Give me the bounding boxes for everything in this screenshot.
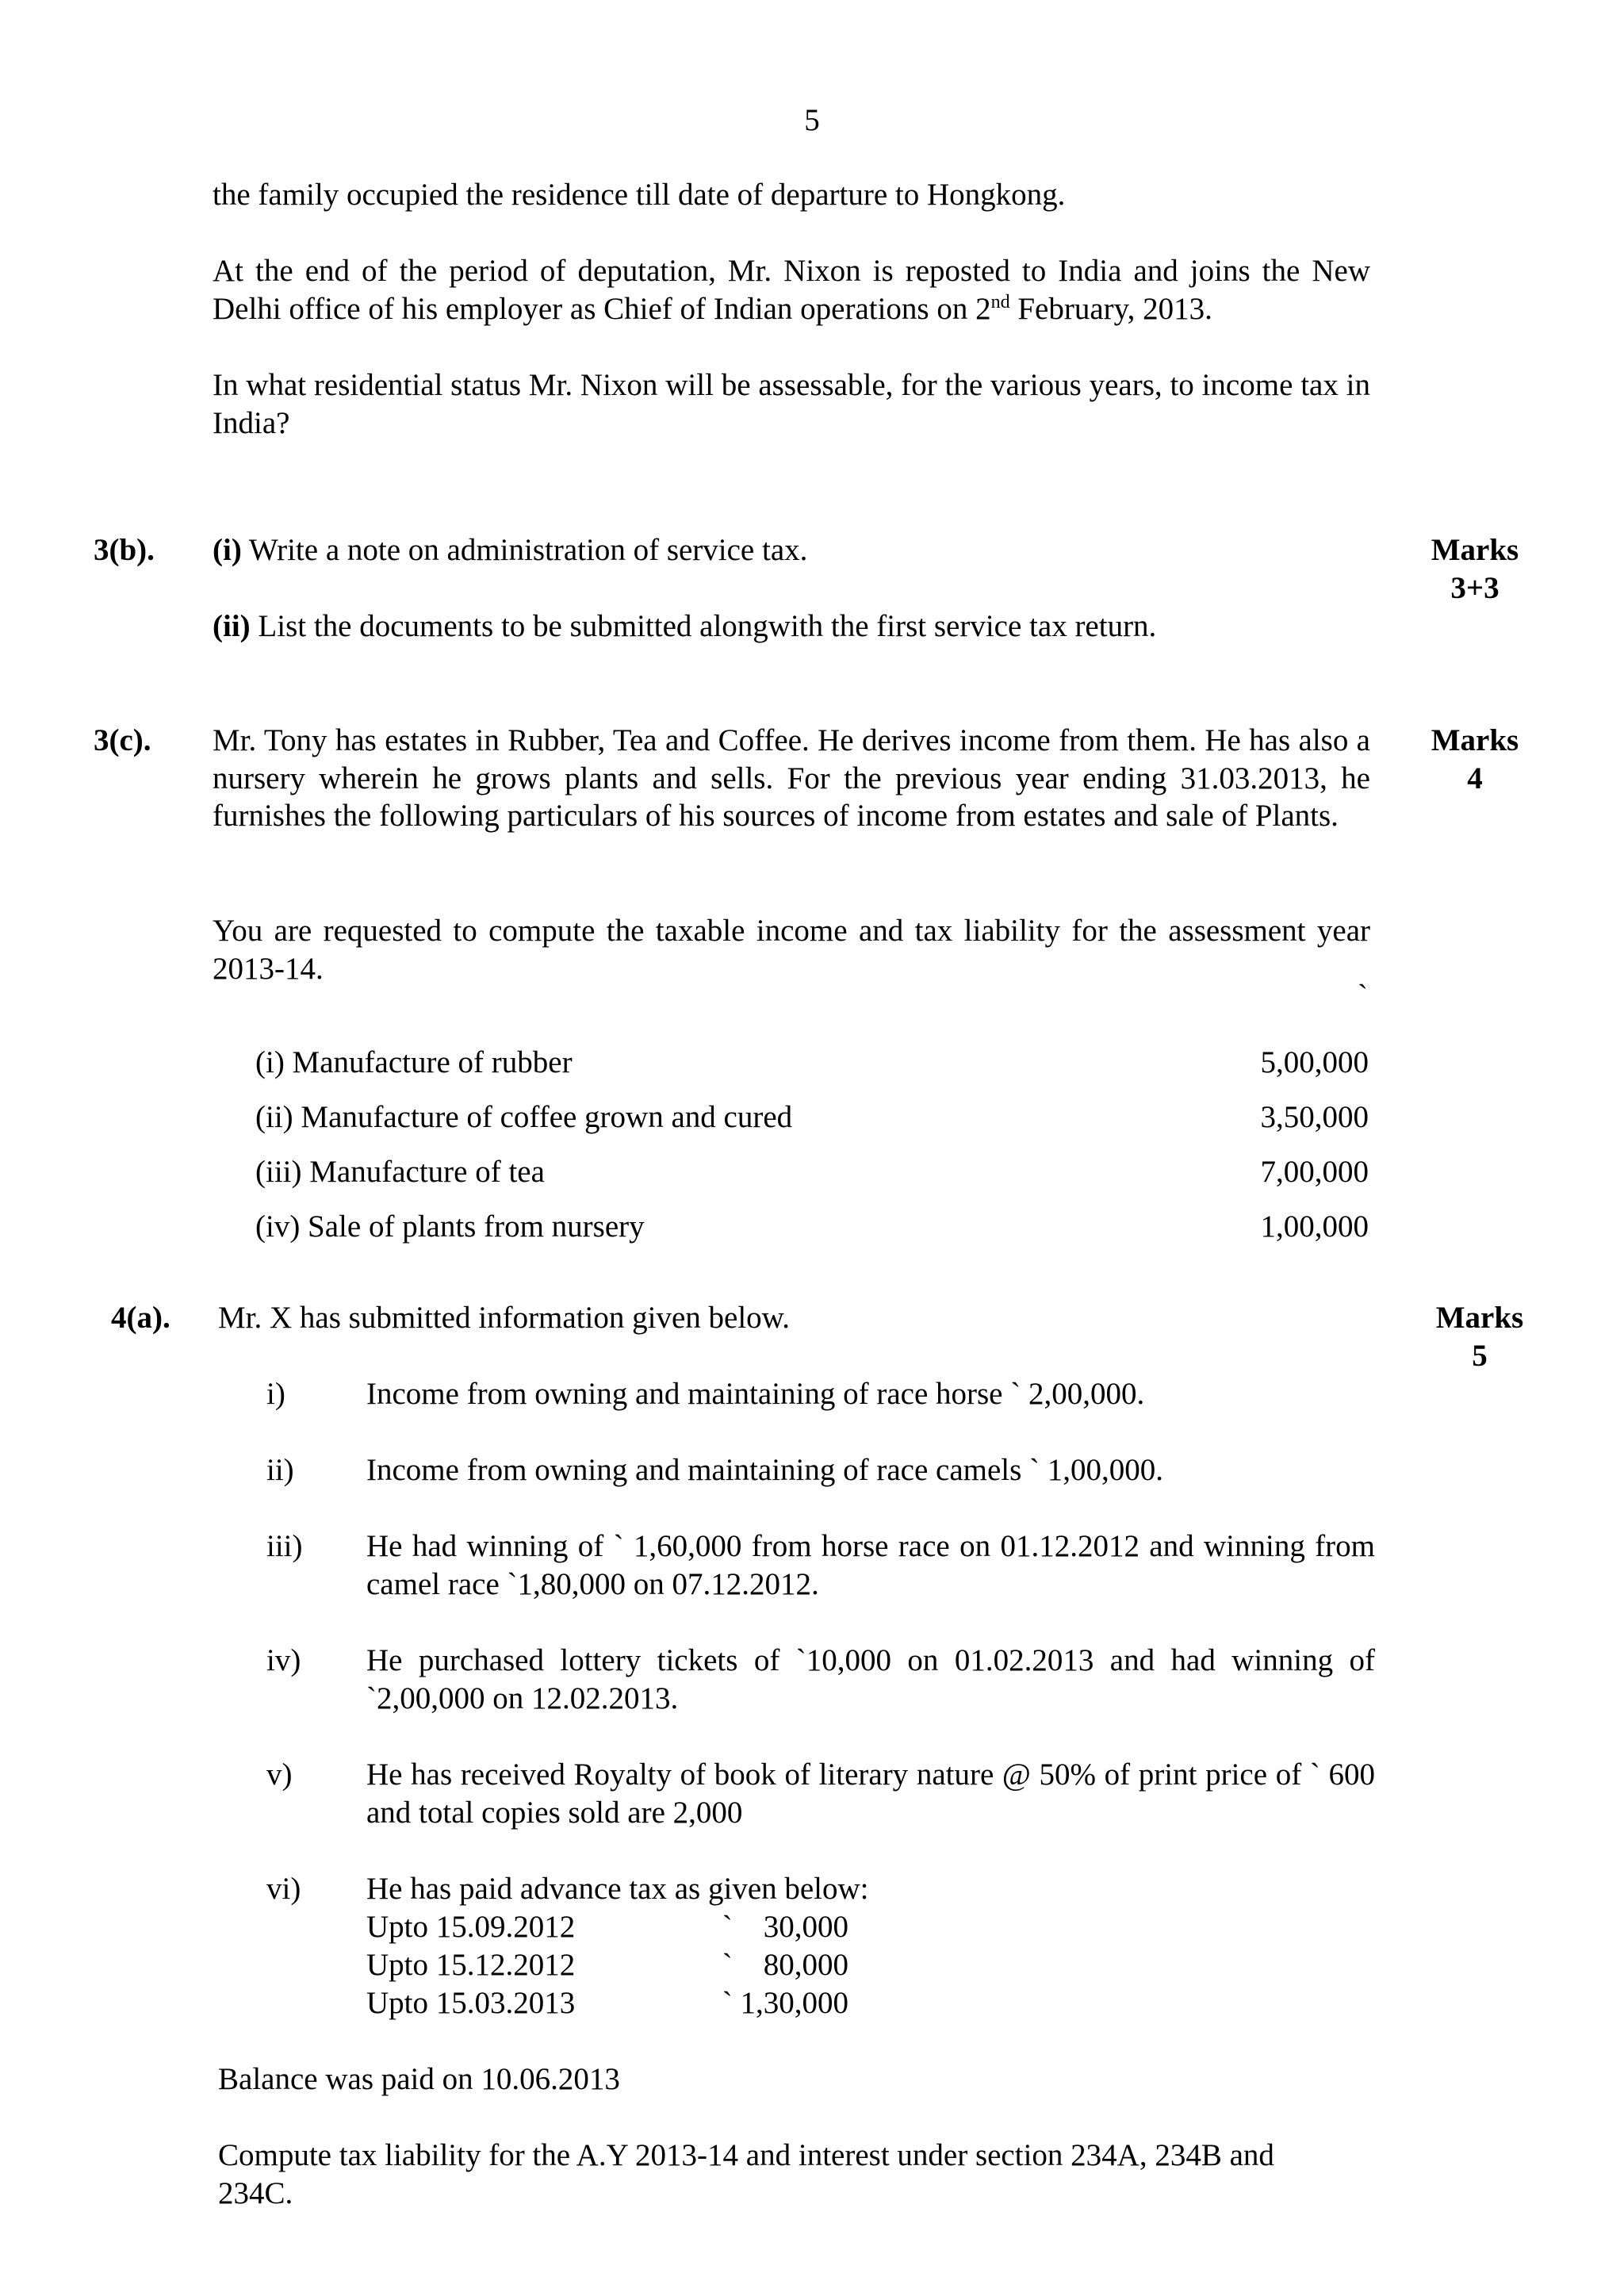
marks-value: 5 (1472, 1338, 1488, 1373)
marks-value: 3+3 (1450, 570, 1500, 605)
q3b-part-2-label: (ii) (213, 609, 251, 643)
q4a-intro: Mr. X has submitted information given below. (218, 1301, 791, 1335)
income-row-amount: 3,50,000 (1260, 1100, 1369, 1134)
list-item-text: He had winning of ` 1,60,000 from horse race on 01.12.2012 and winning from camel race `1,80,000 on 07.12.2012. (366, 1529, 1375, 1601)
advance-tax-date: Upto 15.12.2012 (366, 1948, 576, 1982)
q3b-part-1 (213, 531, 1370, 569)
advance-tax-amount: ` 30,000 (722, 1910, 848, 1944)
income-row-label: (iii) Manufacture of tea (255, 1155, 545, 1189)
list-item-number: iv) (266, 1643, 301, 1677)
intro-line: the family occupied the residence till date of departure to Hongkong. (213, 178, 1066, 212)
q3c-paragraph-1: Mr. Tony has estates in Rubber, Tea and Coffee. He derives income from them. He has also a nursery wherein he grows plants and sells. For the previous year ending 31.03.2013, he furnishes the following particulars of his sources of income from estates and sale of Plants. (213, 723, 1370, 834)
q3b-part-1-label: (i) (213, 533, 242, 567)
list-item-number: ii) (266, 1453, 294, 1487)
income-row-label: (i) Manufacture of rubber (255, 1045, 573, 1079)
intro-question: In what residential status Mr. Nixon will be assessable, for the various years, to income tax in India? (213, 368, 1370, 440)
income-row-amount: 1,00,000 (1260, 1209, 1369, 1244)
income-row-label: (ii) Manufacture of coffee grown and cured (255, 1100, 793, 1134)
marks-value: 4 (1467, 761, 1483, 795)
list-item-number: i) (266, 1377, 285, 1411)
question-number-4a: 4(a). (111, 1301, 170, 1335)
marks-label: Marks (1435, 1301, 1524, 1335)
ordinal-suffix: nd (990, 291, 1010, 312)
question-number-3b: 3(b). (94, 533, 155, 567)
advance-tax-amount: ` 1,30,000 (722, 1986, 848, 2020)
advance-tax-date: Upto 15.09.2012 (366, 1910, 576, 1944)
income-row-amount: 5,00,000 (1260, 1045, 1369, 1079)
q3b-part-1-text: Write a note on administration of service tax. (241, 533, 808, 567)
q4a-marks (1416, 1299, 1543, 1374)
intro-paragraph-text-end: February, 2013. (1009, 291, 1212, 326)
q3c-paragraph-2: You are requested to compute the taxable income and tax liability for the assessment year 2013-14. (213, 914, 1370, 986)
q3b-marks (1411, 531, 1538, 607)
list-item-text: Income from owning and maintaining of race camels ` 1,00,000. (366, 1453, 1164, 1487)
list-item-text: He purchased lottery tickets of `10,000 on 01.02.2013 and had winning of `2,00,000 on 12.02.2013. (366, 1643, 1375, 1715)
list-item-text: He has received Royalty of book of literary nature @ 50% of print price of ` 600 and total copies sold are 2,000 (366, 1757, 1375, 1830)
income-row-label: (iv) Sale of plants from nursery (255, 1209, 645, 1244)
balance-note: Balance was paid on 10.06.2013 (218, 2062, 620, 2096)
advance-tax-date: Upto 15.03.2013 (366, 1986, 576, 2020)
advance-tax-amount: ` 80,000 (722, 1948, 848, 1982)
marks-label: Marks (1431, 533, 1519, 567)
list-item-number: v) (266, 1757, 293, 1792)
page-number: 5 (804, 103, 820, 137)
marks-label: Marks (1431, 723, 1519, 757)
list-item-text: He has paid advance tax as given below: (366, 1872, 869, 1906)
currency-symbol: ` (1358, 979, 1368, 1013)
intro-paragraph-deputation (213, 252, 1370, 328)
q3c-marks (1411, 722, 1538, 797)
q3b-part-2 (213, 608, 1370, 646)
list-item-text: Income from owning and maintaining of race horse ` 2,00,000. (366, 1377, 1145, 1411)
question-number-3c: 3(c). (94, 723, 151, 757)
list-item-number: iii) (266, 1529, 303, 1563)
q3b-part-2-text: List the documents to be submitted alongwith the first service tax return. (250, 609, 1157, 643)
list-item-number: vi) (266, 1872, 301, 1906)
intro-paragraph-text: At the end of the period of deputation, Mr. Nixon is reposted to India and joins the New Delhi office of his employer as Chief of Indian operations on 2 (213, 254, 1370, 326)
compute-instruction: Compute tax liability for the A.Y 2013-14 and interest under section 234A, 234B and 234C. (218, 2138, 1274, 2210)
income-row-amount: 7,00,000 (1260, 1155, 1369, 1189)
